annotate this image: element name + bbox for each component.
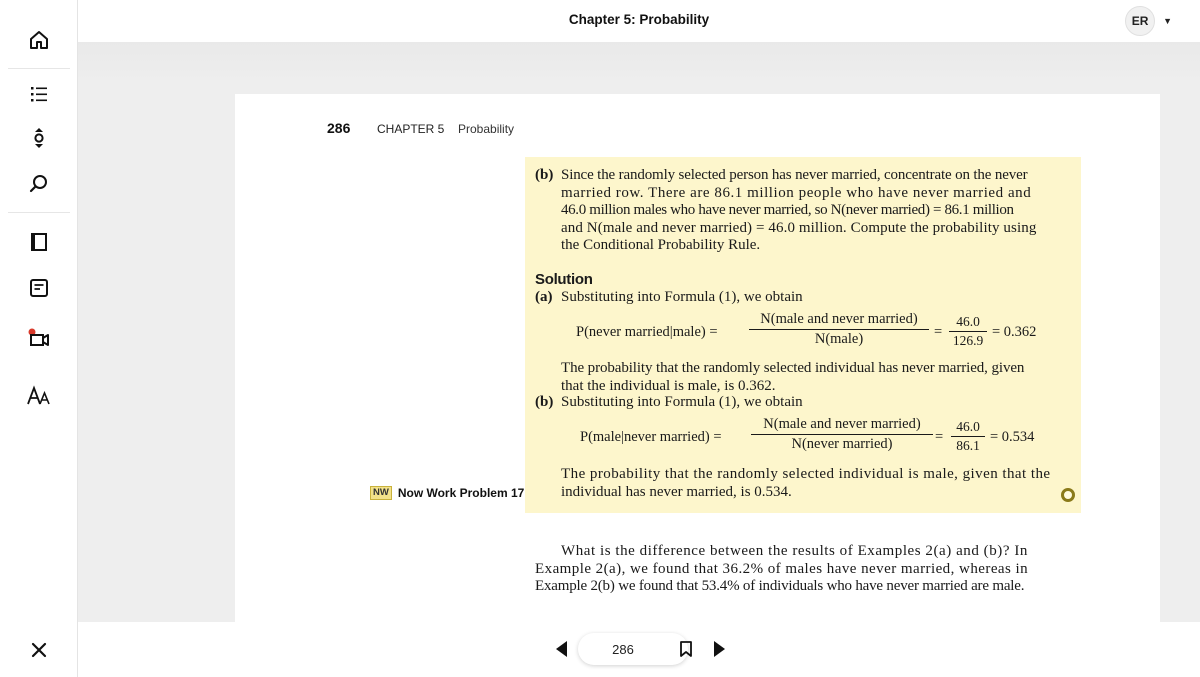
page-number: 286 xyxy=(327,120,351,136)
reader-area xyxy=(78,42,1200,622)
eq1-denominator: N(male) xyxy=(749,329,929,348)
eq2-fraction xyxy=(751,416,933,453)
text-line: Example 2(a), we found that 36.2% of males have never married, whereas in xyxy=(535,560,1029,577)
eq1-fraction xyxy=(749,311,929,348)
text-line: What is the difference between the results of Examples 2(a) and (b)? In xyxy=(561,543,1028,559)
page-number-input[interactable] xyxy=(578,633,688,665)
top-bar xyxy=(78,0,1200,42)
now-work-link[interactable] xyxy=(370,486,524,500)
text-line: The probability that the randomly selected individual is male, given that the xyxy=(561,466,1051,482)
search-icon[interactable] xyxy=(0,164,78,204)
solution-heading: Solution xyxy=(535,271,593,288)
part-b-text xyxy=(561,167,1081,255)
eq1-result: = 0.362 xyxy=(992,324,1037,340)
video-icon[interactable] xyxy=(0,318,78,358)
eq2-result: = 0.534 xyxy=(990,429,1035,445)
navigate-icon[interactable] xyxy=(0,118,78,158)
text-line: and N(male and never married) = 46.0 million. Compute the probability using xyxy=(561,219,1037,236)
eq2-denominator: N(never married) xyxy=(751,434,933,453)
text-line: married row. There are 86.1 million people who have never married and xyxy=(561,184,1032,201)
chapter-label: CHAPTER 5 xyxy=(377,122,445,136)
book-page xyxy=(235,94,1160,657)
eq2-lhs: P(male|never married) = xyxy=(580,429,722,445)
eq2-equals: = xyxy=(935,429,944,445)
sol-a-intro: Substituting into Formula (1), we obtain xyxy=(561,289,803,305)
left-sidebar xyxy=(0,0,78,677)
text-size-icon[interactable] xyxy=(0,376,78,416)
sol-b-conclusion xyxy=(561,466,1081,501)
user-menu[interactable] xyxy=(1125,6,1172,36)
eq2-value-numerator: 46.0 xyxy=(956,419,980,434)
sol-b-label: (b) xyxy=(535,394,554,410)
flashcards-icon[interactable] xyxy=(0,222,78,262)
part-b-label: (b) xyxy=(535,167,554,183)
home-icon[interactable] xyxy=(0,20,78,60)
eq2-value-fraction xyxy=(951,419,985,454)
text-line: 46.0 million males who have never married, so N(never married) = 86.1 million xyxy=(561,202,1014,218)
mark-complete-toggle[interactable] xyxy=(1061,488,1075,502)
bookmark-icon[interactable] xyxy=(678,640,694,658)
toc-icon[interactable] xyxy=(0,74,78,114)
avatar[interactable]: ER xyxy=(1125,6,1155,36)
sol-b-intro: Substituting into Formula (1), we obtain xyxy=(561,394,803,410)
previous-page-icon[interactable] xyxy=(556,641,567,657)
now-work-badge: NW xyxy=(370,486,392,500)
chapter-title: Probability xyxy=(458,122,515,136)
text-line: Since the randomly selected person has never married, concentrate on the never xyxy=(561,167,1028,183)
next-page-icon[interactable] xyxy=(714,641,725,657)
chevron-down-icon[interactable]: ▼ xyxy=(1163,16,1172,26)
close-icon[interactable] xyxy=(0,630,78,670)
page-number-value: 286 xyxy=(612,641,634,657)
sol-a-conclusion xyxy=(561,360,1081,395)
eq1-value-denominator: 126.9 xyxy=(949,331,987,349)
now-work-text: Now Work Problem 17 xyxy=(397,486,525,500)
text-line: individual has never married, is 0.534. xyxy=(561,483,792,500)
eq1-equals: = xyxy=(934,324,943,340)
eq1-numerator: N(male and never married) xyxy=(760,311,918,327)
eq1-lhs: P(never married|male) = xyxy=(576,324,718,340)
text-line: the Conditional Probability Rule. xyxy=(561,237,761,253)
bottom-navigation xyxy=(78,622,1200,677)
discussion-paragraph xyxy=(535,543,1083,596)
text-line: The probability that the randomly selected individual has never married, given xyxy=(561,360,1025,376)
text-line: Example 2(b) we found that 53.4% of individuals who have never married are male. xyxy=(535,578,1025,594)
eq2-numerator: N(male and never married) xyxy=(763,416,921,432)
sol-a-label: (a) xyxy=(535,289,553,305)
notes-icon[interactable] xyxy=(0,268,78,308)
book-title: Chapter 5: Probability xyxy=(568,12,710,27)
eq2-value-denominator: 86.1 xyxy=(951,436,985,454)
eq1-value-fraction xyxy=(949,314,987,349)
text-line: that the individual is male, is 0.362. xyxy=(561,377,776,394)
eq1-value-numerator: 46.0 xyxy=(956,314,980,329)
